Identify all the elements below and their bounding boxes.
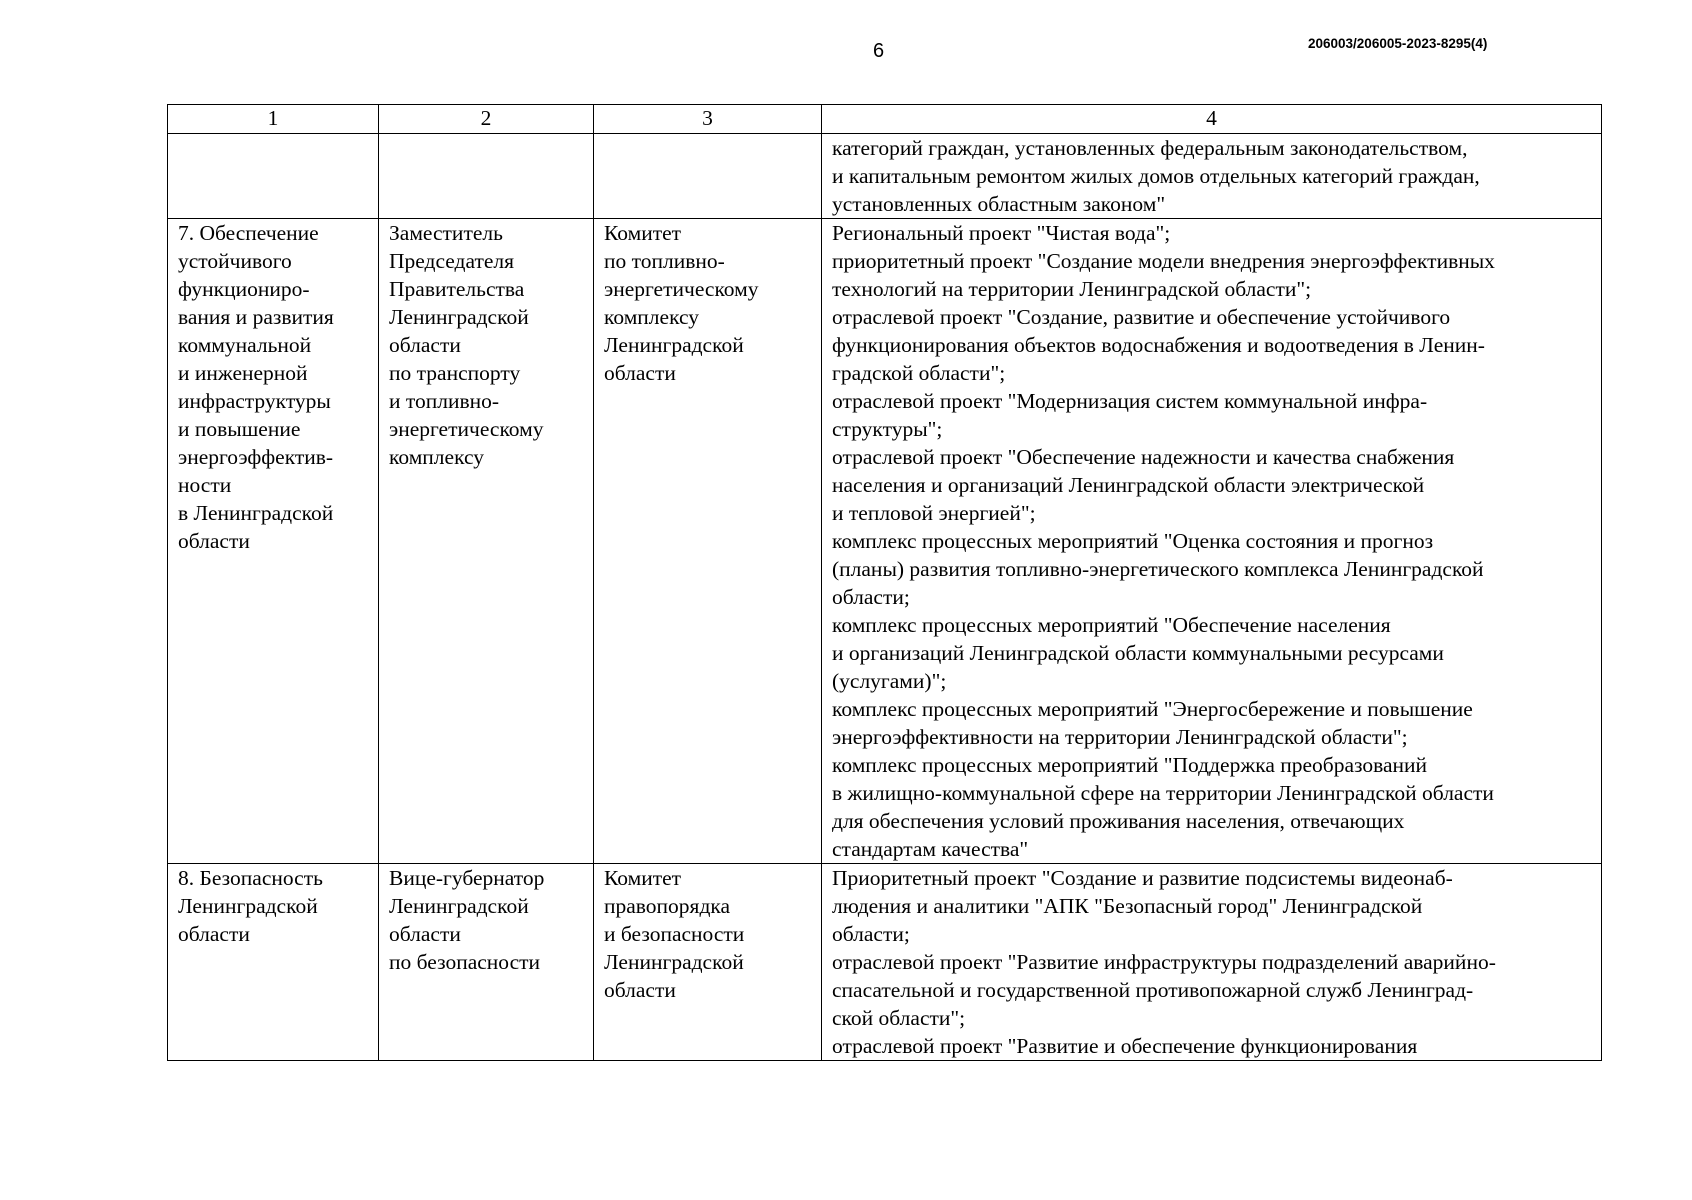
cell-text-line: вания и развития (178, 305, 334, 329)
cell-text-line: комплексу (389, 445, 484, 469)
cell-curator (379, 134, 594, 219)
cell-text-line: отраслевой проект "Развитие и обеспечение функционирования (832, 1034, 1418, 1058)
cell-text-line: области; (832, 585, 910, 609)
cell-text-line: отраслевой проект "Модернизация систем коммунальной инфра- (832, 389, 1428, 413)
cell-text-line: энергетическому (389, 417, 544, 441)
cell-text-line: в жилищно-коммунальной сфере на территории Ленинградской области (832, 781, 1494, 805)
cell-text-line: приоритетный проект "Создание модели внедрения энергоэффективных (832, 249, 1495, 273)
column-header: 3 (594, 105, 822, 134)
cell-text-line: энергетическому (604, 277, 759, 301)
table-row (168, 864, 1602, 1061)
cell-text-line: Ленинградской (604, 333, 744, 357)
cell-text-line: Комитет (604, 866, 682, 890)
cell-text-line: по транспорту (389, 361, 521, 385)
cell-text-line: области (604, 361, 676, 385)
cell-text-line: 7. Обеспечение (178, 221, 319, 245)
cell-text-line: и инженерной (178, 361, 308, 385)
cell-text-line: категорий граждан, установленных федеральным законодательством, (832, 136, 1468, 160)
cell-text-line: (планы) развития топливно-энергетического комплекса Ленинградской (832, 557, 1484, 581)
cell-curator (379, 219, 594, 864)
page-number: 6 (873, 40, 885, 62)
cell-text-line: Председателя (389, 249, 515, 273)
table-header-row (168, 105, 1602, 134)
cell-text-line: Ленинградской (389, 894, 529, 918)
column-header: 1 (168, 105, 379, 134)
cell-text-line: правопорядка (604, 894, 731, 918)
cell-program-name (168, 864, 379, 1061)
cell-text-line: области; (832, 922, 910, 946)
cell-text-line: комплексу (604, 305, 699, 329)
cell-text-line: области (389, 922, 461, 946)
cell-text-line: стандартам качества" (832, 837, 1029, 861)
cell-text-line: области (604, 978, 676, 1002)
cell-program-name (168, 134, 379, 219)
cell-text-line: 8. Безопасность (178, 866, 323, 890)
cell-text-line: Вице-губернатор (389, 866, 545, 890)
cell-text-line: энергоэффектив- (178, 445, 334, 469)
cell-text-line: Ленинградской (178, 894, 318, 918)
cell-text-line: комплекс процессных мероприятий "Обеспечение населения (832, 613, 1391, 637)
cell-text-line: отраслевой проект "Развитие инфраструктуры подразделений аварийно- (832, 950, 1496, 974)
cell-projects (822, 219, 1602, 864)
cell-text-line: области (178, 529, 250, 553)
cell-text-line: и топливно- (389, 389, 500, 413)
cell-text-line: людения и аналитики "АПК "Безопасный город" Ленинградской (832, 894, 1423, 918)
cell-text-line: и капитальным ремонтом жилых домов отдельных категорий граждан, (832, 164, 1480, 188)
cell-text-line: Региональный проект "Чистая вода"; (832, 221, 1171, 245)
cell-text-line: инфраструктуры (178, 389, 331, 413)
table-row (168, 134, 1602, 219)
cell-text-line: ности (178, 473, 232, 497)
cell-text-line: отраслевой проект "Обеспечение надежности и качества снабжения (832, 445, 1455, 469)
cell-text-line: ской области"; (832, 1006, 966, 1030)
cell-text-line: в Ленинградской (178, 501, 334, 525)
cell-responsible-executor (594, 219, 822, 864)
cell-text-line: комплекс процессных мероприятий "Поддержка преобразований (832, 753, 1428, 777)
cell-text-line: и повышение (178, 417, 301, 441)
cell-responsible-executor (594, 864, 822, 1061)
cell-text-line: спасательной и государственной противопожарной служб Ленинград- (832, 978, 1474, 1002)
cell-text-line: функционирования объектов водоснабжения и водоотведения в Ленин- (832, 333, 1485, 357)
cell-text-line: области (178, 922, 250, 946)
cell-responsible-executor (594, 134, 822, 219)
cell-text-line: комплекс процессных мероприятий "Оценка состояния и прогноз (832, 529, 1434, 553)
cell-curator (379, 864, 594, 1061)
cell-text-line: отраслевой проект "Создание, развитие и обеспечение устойчивого (832, 305, 1451, 329)
cell-text-line: Правительства (389, 277, 525, 301)
cell-text-line: по топливно- (604, 249, 725, 273)
cell-text-line: функциониро- (178, 277, 310, 301)
cell-text-line: по безопасности (389, 950, 541, 974)
cell-text-line: и организаций Ленинградской области коммунальными ресурсами (832, 641, 1444, 665)
cell-text-line: Ленинградской (389, 305, 529, 329)
cell-text-line: энергоэффективности на территории Ленинградской области"; (832, 725, 1408, 749)
column-header: 2 (379, 105, 594, 134)
cell-text-line: и безопасности (604, 922, 745, 946)
column-header: 4 (822, 105, 1602, 134)
cell-text-line: градской области"; (832, 361, 1006, 385)
cell-text-line: установленных областным законом" (832, 192, 1166, 216)
cell-text-line: комплекс процессных мероприятий "Энергосбережение и повышение (832, 697, 1473, 721)
cell-text-line: Приоритетный проект "Создание и развитие подсистемы видеонаб- (832, 866, 1453, 890)
cell-text-line: (услугами)"; (832, 669, 947, 693)
cell-program-name (168, 219, 379, 864)
program-table (167, 104, 1602, 1061)
cell-text-line: структуры"; (832, 417, 943, 441)
cell-text-line: и тепловой энергией"; (832, 501, 1036, 525)
cell-text-line: области (389, 333, 461, 357)
table-row (168, 219, 1602, 864)
cell-text-line: Ленинградской (604, 950, 744, 974)
cell-text-line: технологий на территории Ленинградской области"; (832, 277, 1312, 301)
cell-text-line: устойчивого (178, 249, 292, 273)
cell-projects (822, 134, 1602, 219)
document-id: 206003/206005-2023-8295(4) (1308, 36, 1488, 51)
cell-text-line: Заместитель (389, 221, 503, 245)
cell-text-line: населения и организаций Ленинградской области электрической (832, 473, 1425, 497)
cell-projects (822, 864, 1602, 1061)
cell-text-line: для обеспечения условий проживания населения, отвечающих (832, 809, 1405, 833)
cell-text-line: Комитет (604, 221, 682, 245)
cell-text-line: коммунальной (178, 333, 312, 357)
